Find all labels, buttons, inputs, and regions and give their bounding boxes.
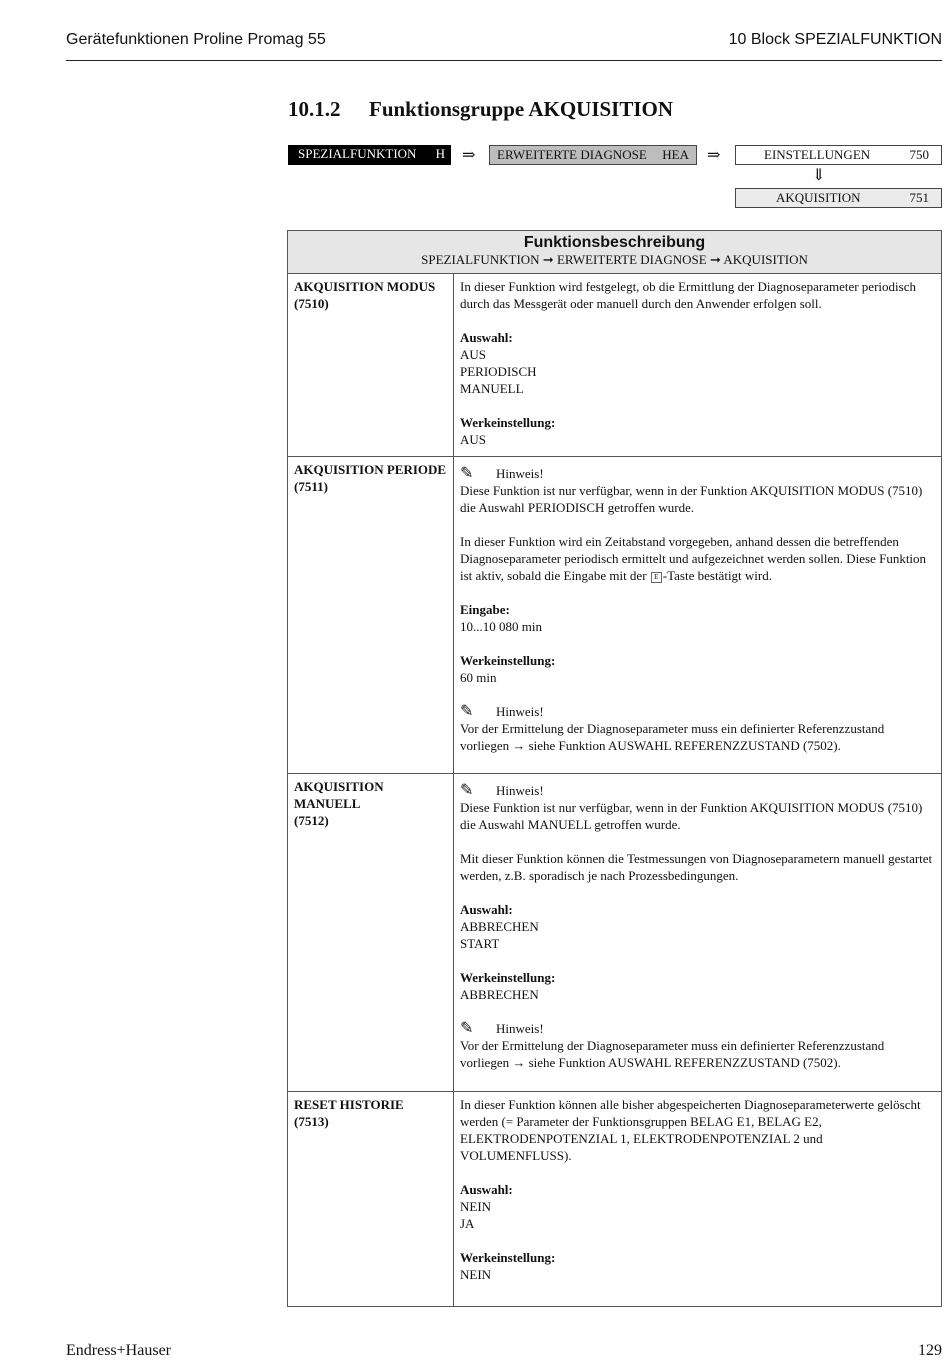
hint-block: [460, 703, 933, 754]
table-header: [288, 231, 942, 274]
footer-brand: Endress+Hauser: [66, 1342, 171, 1359]
choice-option: AUS: [460, 347, 487, 362]
header-rule: [66, 60, 942, 61]
hint-text: Vor der Ermittelung der Diagnoseparameter muss ein definierter Referenzzustand vorliegen → siehe Funktion AUSWAHL REFERENZZUSTAND (7502).: [460, 721, 885, 753]
default-value: 60 min: [460, 670, 497, 685]
nav-block-spezialfunktion: [288, 145, 451, 165]
default-block: [460, 414, 933, 448]
nav-sub2-label: AKQUISITION: [776, 190, 861, 205]
nav-sub-einstellungen: [735, 145, 942, 165]
pencil-note-icon: ✎: [460, 465, 474, 482]
nav-arrow-right-icon: ⇒: [707, 147, 721, 164]
function-name-cell: [288, 1092, 454, 1307]
default-value: AUS: [460, 432, 487, 447]
pencil-note-icon: ✎: [460, 703, 474, 720]
choice-option: ABBRECHEN: [460, 919, 539, 934]
function-code: (7510): [294, 296, 329, 311]
nav-group-label: ERWEITERTE DIAGNOSE: [497, 147, 647, 162]
function-name: AKQUISITION PERIODE: [294, 462, 447, 477]
description-text: Mit dieser Funktion können die Testmessungen von Diagnoseparametern manuell gestartet werden, z.B. sporadisch je nach Prozessbedingungen.: [460, 851, 933, 883]
description-text: In dieser Funktion können alle bisher abgespeicherten Diagnoseparameterwerte gelöscht werden (= Parameter der Funktionsgruppen BELAG E1, BELAG E2, ELEKTRODENPOTENZIAL 1, ELEKTRODENPOTENZIAL 2 und VOLUMENFLUSS).: [460, 1097, 921, 1163]
default-block: [460, 1249, 933, 1283]
choice-label: Auswahl:: [460, 1182, 513, 1197]
pencil-note-icon: ✎: [460, 782, 474, 799]
choice-block: [460, 901, 933, 952]
description-text: In dieser Funktion wird festgelegt, ob die Ermittlung der Diagnoseparameter periodisch durch das Messgerät oder manuell durch den Anwender erfolgen soll.: [460, 279, 916, 311]
default-value: ABBRECHEN: [460, 987, 539, 1002]
function-name: AKQUISITION MANUELL: [294, 779, 384, 811]
input-range: 10...10 080 min: [460, 619, 542, 634]
enter-key-icon: E: [651, 572, 662, 583]
function-description-cell: [454, 457, 942, 774]
choice-option: START: [460, 936, 500, 951]
default-block: [460, 969, 933, 1003]
pencil-note-icon: ✎: [460, 1020, 474, 1037]
default-label: Werkeinstellung:: [460, 1250, 556, 1265]
function-code: (7512): [294, 813, 329, 828]
choice-block: [460, 1181, 933, 1232]
table-row: [288, 457, 942, 774]
default-label: Werkeinstellung:: [460, 653, 556, 668]
description-text-part: -Taste bestätigt wird.: [662, 568, 772, 583]
page-number: 129: [918, 1342, 942, 1359]
choice-option: JA: [460, 1216, 475, 1231]
nav-arrow-right-icon: ⇒: [462, 147, 476, 164]
hint-title: Hinweis!: [496, 466, 544, 481]
description-text-part: In dieser Funktion wird ein Zeitabstand vorgegeben, anhand dessen die betreffenden Diagnoseparameter periodisch ermittelt und aufgezeichnet werden sollen. Diese Funktion ist aktiv, sobald die Eingabe mit der: [460, 534, 927, 583]
function-code: (7513): [294, 1114, 329, 1129]
hint-text: Diese Funktion ist nur verfügbar, wenn in der Funktion AKQUISITION MODUS (7510) die Auswahl PERIODISCH getroffen wurde.: [460, 483, 923, 515]
nav-group-code: HEA: [662, 147, 689, 162]
choice-label: Auswahl:: [460, 902, 513, 917]
function-name: AKQUISITION MODUS: [294, 279, 436, 294]
hint-title: Hinweis!: [496, 704, 544, 719]
nav-sub1-code: 750: [909, 147, 929, 162]
default-label: Werkeinstellung:: [460, 415, 556, 430]
function-code: (7511): [294, 479, 328, 494]
choice-block: [460, 329, 933, 397]
hint-text: Diese Funktion ist nur verfügbar, wenn in der Funktion AKQUISITION MODUS (7510) die Auswahl MANUELL getroffen wurde.: [460, 800, 923, 832]
table-row: [288, 1092, 942, 1307]
hint-title: Hinweis!: [496, 1021, 544, 1036]
running-header-title: Gerätefunktionen Proline Promag 55: [66, 31, 326, 48]
nav-arrow-down-icon: ⇓: [812, 167, 826, 184]
table-breadcrumb: SPEZIALFUNKTION ➞ ERWEITERTE DIAGNOSE ➞ AKQUISITION: [421, 252, 808, 267]
hint-block: [460, 465, 933, 516]
choice-option: NEIN: [460, 1199, 492, 1214]
running-header-chapter: 10 Block SPEZIALFUNKTION: [728, 31, 942, 48]
table-row: [288, 274, 942, 457]
hint-block: [460, 1020, 933, 1071]
nav-sub-akquisition: [735, 188, 942, 208]
function-name-cell: [288, 774, 454, 1092]
function-description-cell: [454, 1092, 942, 1307]
function-description-cell: [454, 774, 942, 1092]
choice-label: Auswahl:: [460, 330, 513, 345]
table-title: Funktionsbeschreibung: [523, 234, 706, 251]
description-text: [460, 533, 933, 584]
default-value: NEIN: [460, 1267, 492, 1282]
section-number: 10.1.2: [288, 97, 341, 121]
choice-option: MANUELL: [460, 381, 524, 396]
nav-group-erweiterte-diagnose: [489, 145, 697, 165]
function-name-cell: [288, 457, 454, 774]
section-heading: [288, 97, 673, 122]
function-description-table: [287, 230, 942, 1307]
nav-block-code: H: [435, 146, 445, 161]
nav-sub1-label: EINSTELLUNGEN: [764, 147, 871, 162]
choice-option: PERIODISCH: [460, 364, 537, 379]
hint-block: [460, 782, 933, 833]
function-description-cell: [454, 274, 942, 457]
function-name: RESET HISTORIE: [294, 1097, 404, 1112]
default-block: [460, 652, 933, 686]
hint-title: Hinweis!: [496, 783, 544, 798]
table-row: [288, 774, 942, 1092]
input-block: [460, 601, 933, 635]
default-label: Werkeinstellung:: [460, 970, 556, 985]
hint-text: Vor der Ermittelung der Diagnoseparameter muss ein definierter Referenzzustand vorliegen → siehe Funktion AUSWAHL REFERENZZUSTAND (7502).: [460, 1038, 885, 1070]
nav-sub2-code: 751: [909, 190, 929, 205]
function-name-cell: [288, 274, 454, 457]
section-title: Funktionsgruppe AKQUISITION: [369, 97, 674, 121]
nav-block-label: SPEZIALFUNKTION: [298, 146, 417, 161]
input-label: Eingabe:: [460, 602, 510, 617]
